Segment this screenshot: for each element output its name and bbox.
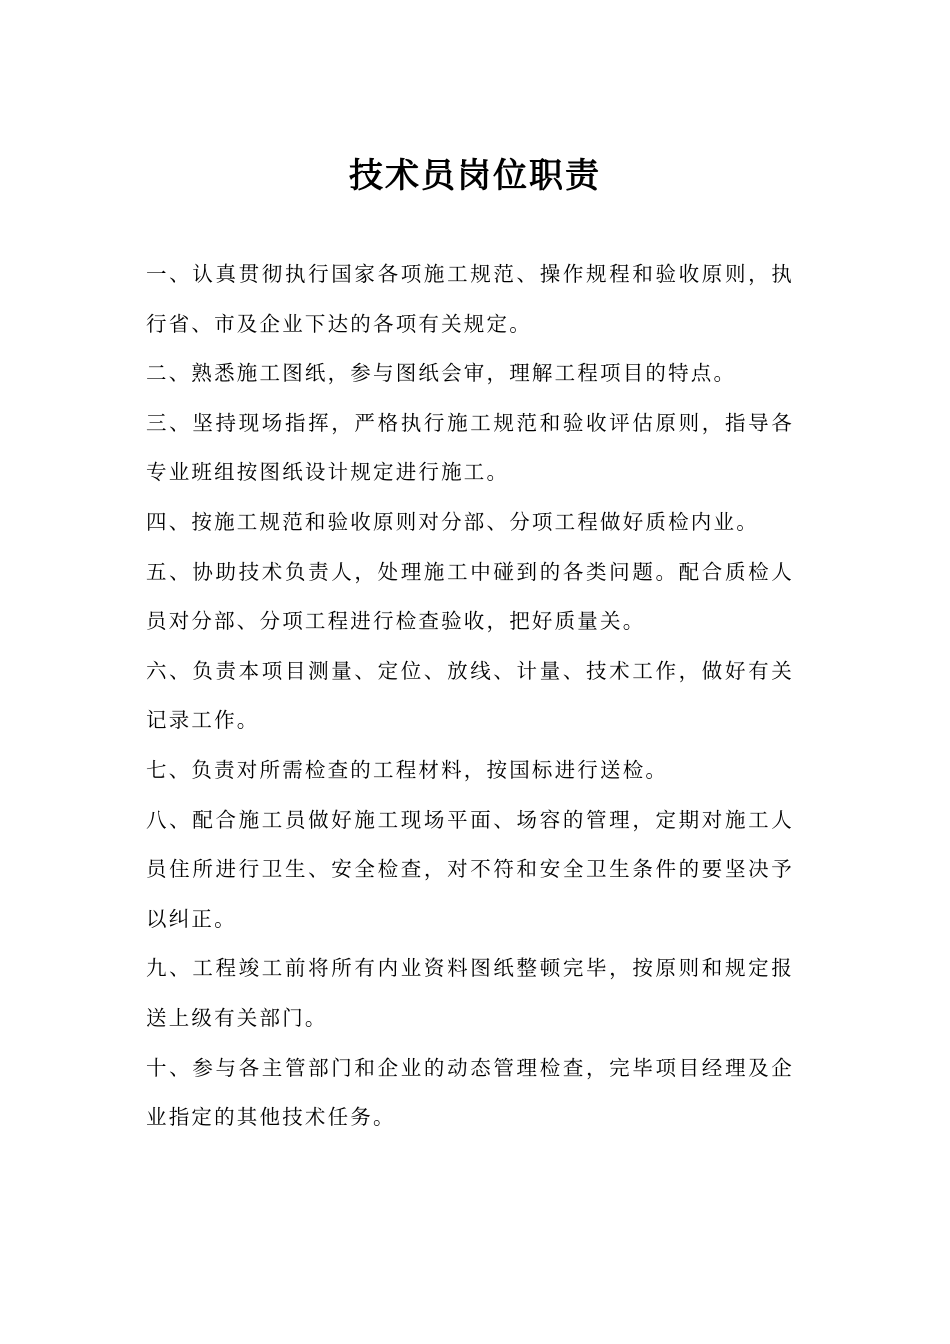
duty-item-10: 十、参与各主管部门和企业的动态管理检查，完毕项目经理及企业指定的其他技术任务。 bbox=[146, 1055, 794, 1130]
duty-item-8: 八、配合施工员做好施工现场平面、场容的管理，定期对施工人员住所进行卫生、安全检查，对不符和安全卫生条件的要坚决予以纠正。 bbox=[146, 807, 794, 931]
duty-item-9: 九、工程竣工前将所有内业资料图纸整顿完毕，按原则和规定报送上级有关部门。 bbox=[146, 956, 794, 1030]
duty-item-4: 四、按施工规范和验收原则对分部、分项工程做好质检内业。 bbox=[146, 509, 759, 534]
duty-list bbox=[146, 250, 794, 1143]
duty-item-6: 六、负责本项目测量、定位、放线、计量、技术工作，做好有关记录工作。 bbox=[146, 658, 794, 733]
duty-item-2: 二、熟悉施工图纸，参与图纸会审，理解工程项目的特点。 bbox=[146, 361, 737, 386]
duty-item-5: 五、协助技术负责人，处理施工中碰到的各类问题。配合质检人员对分部、分项工程进行检查验收，把好质量关。 bbox=[146, 559, 794, 634]
duty-item-1: 一、认真贯彻执行国家各项施工规范、操作规程和验收原则，执行省、市及企业下达的各项有关规定。 bbox=[146, 262, 794, 336]
document-title: 技术员岗位职责 bbox=[349, 156, 601, 196]
duty-item-3: 三、坚持现场指挥，严格执行施工规范和验收评估原则，指导各专业班组按图纸设计规定进行施工。 bbox=[146, 410, 794, 485]
duty-item-7: 七、负责对所需检查的工程材料，按国标进行送检。 bbox=[146, 757, 669, 782]
